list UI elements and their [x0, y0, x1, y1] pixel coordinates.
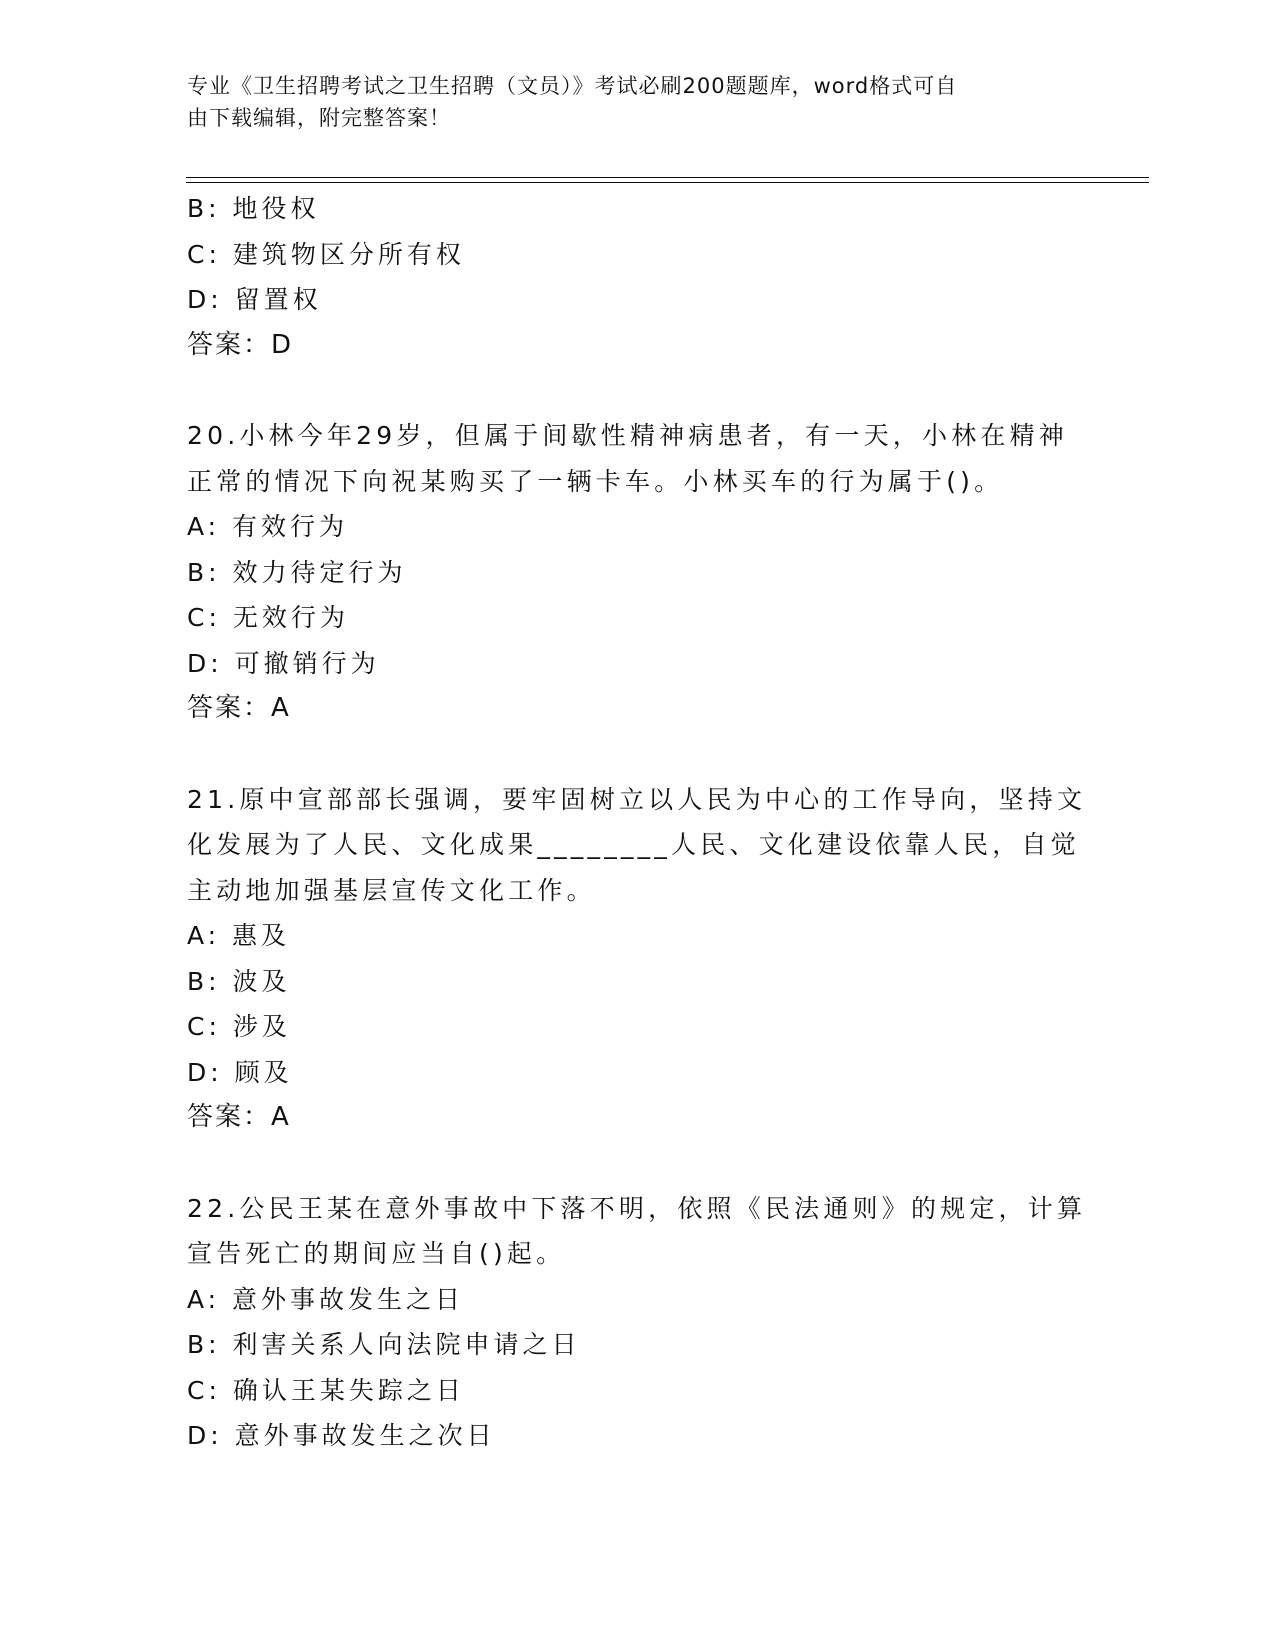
question-stem-line: 主动地加强基层宣传文化工作。	[187, 875, 596, 905]
option-a: A: 有效行为	[187, 512, 349, 541]
option-a: A: 惠及	[187, 921, 291, 950]
option-b: B: 效力待定行为	[187, 557, 407, 587]
option-d: D: 可撤销行为	[187, 648, 380, 678]
question-21	[187, 777, 1087, 1141]
answer-line: 答案：A	[187, 1102, 291, 1132]
option-c: C: 建筑物区分所有权	[187, 239, 465, 269]
option-d: D: 意外事故发生之次日	[187, 1421, 496, 1450]
option-c: C: 确认王某失踪之日	[187, 1375, 465, 1405]
option-b: B: 利害关系人向法院申请之日	[187, 1330, 581, 1359]
question-stem-line: 化发展为了人民、文化成果________人民、文化建设依靠人民，自觉	[187, 830, 1080, 859]
question-stem-line: 22.公民王某在意外事故中下落不明，依照《民法通则》的规定，计算	[187, 1193, 1087, 1223]
question-stem-line: 正常的情况下向祝某购买了一辆卡车。小林买车的行为属于()。	[187, 466, 1004, 496]
option-b: B: 波及	[187, 966, 291, 996]
option-d: D: 留置权	[187, 285, 322, 314]
question-20	[187, 413, 1087, 732]
option-d: D: 顾及	[187, 1057, 293, 1087]
header-divider-top	[186, 177, 1149, 178]
header-line-2: 由下载编辑，附完整答案！	[187, 106, 451, 130]
option-b: B: 地役权	[187, 194, 320, 223]
prev-question	[187, 186, 1087, 368]
option-a: A: 意外事故发生之日	[187, 1284, 465, 1314]
question-stem-line: 21.原中宣部部长强调，要牢固树立以人民为中心的工作导向，坚持文	[187, 784, 1087, 814]
answer-line: 答案：D	[187, 329, 294, 360]
option-c: C: 涉及	[187, 1012, 291, 1041]
question-stem-line: 20.小林今年29岁，但属于间歇性精神病患者，有一天，小林在精神	[187, 421, 1068, 450]
header-divider-bottom	[186, 182, 1149, 183]
answer-line: 答案：A	[187, 693, 291, 723]
header-line-1: 专业《卫生招聘考试之卫生招聘（文员）》考试必刷200题题库，word格式可自	[187, 74, 958, 98]
question-stem-line: 宣告死亡的期间应当自()起。	[187, 1239, 566, 1268]
option-c: C: 无效行为	[187, 603, 349, 632]
document-header	[187, 70, 1067, 134]
question-list	[187, 186, 1087, 1459]
question-22	[187, 1186, 1087, 1459]
